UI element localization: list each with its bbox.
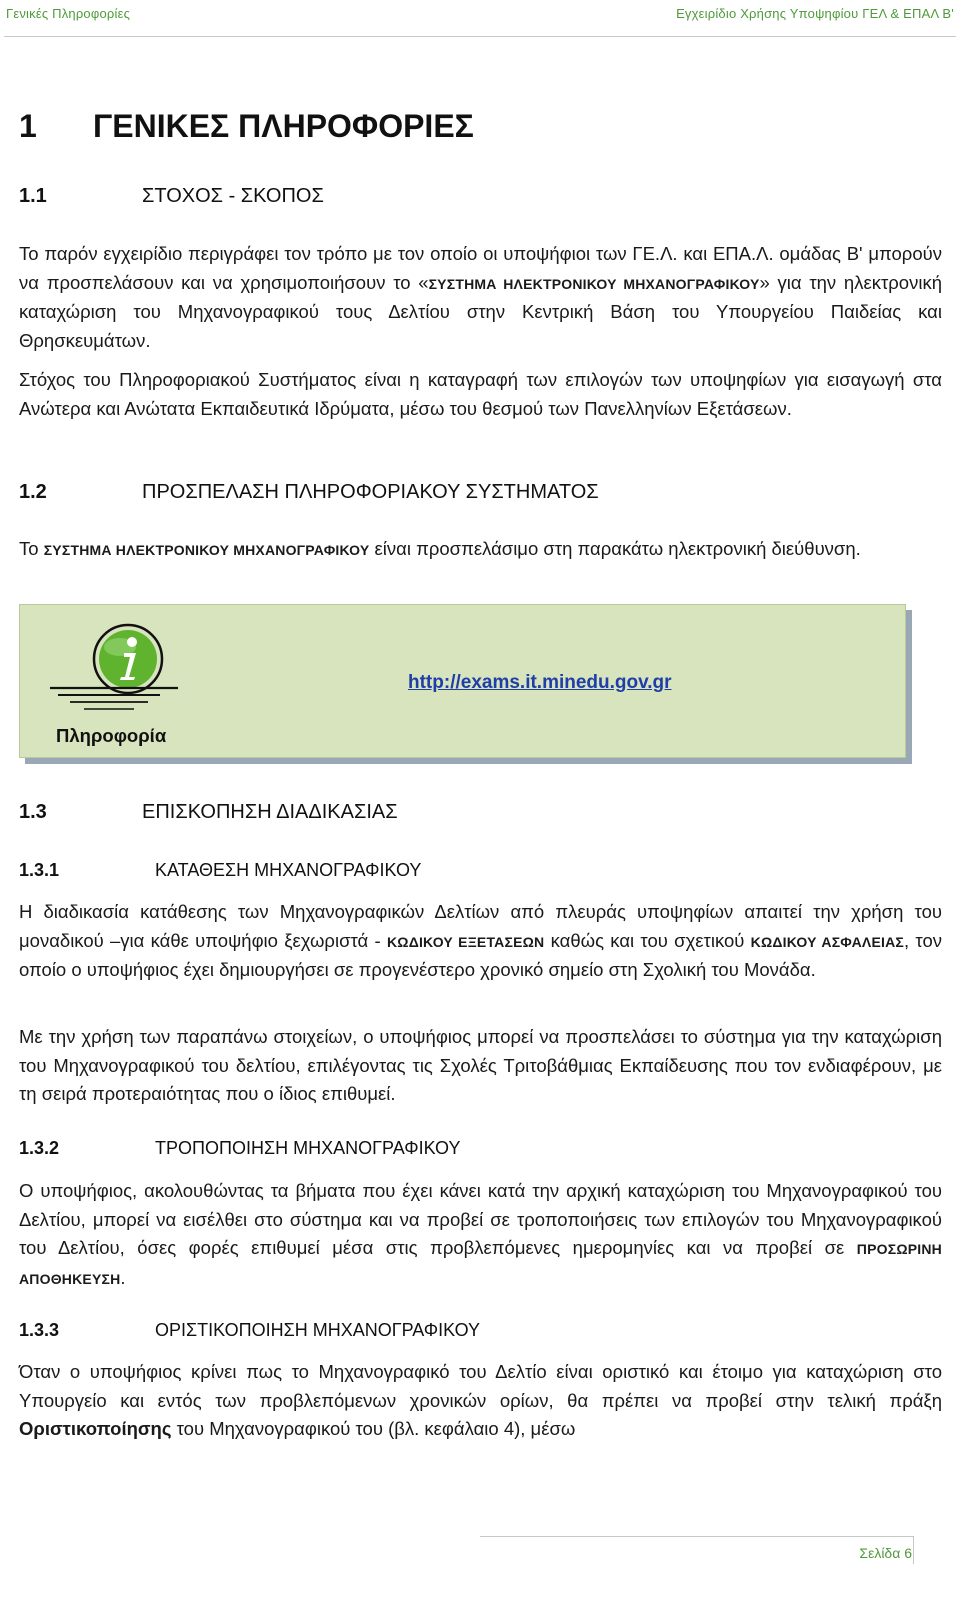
paragraph-access (19, 535, 942, 565)
paragraph-finalization (19, 1358, 942, 1444)
section-title: ΕΠΙΣΚΟΠΗΣΗ ΔΙΑΔΙΚΑΣΙΑΣ (142, 801, 398, 823)
section-title: ΣΤΟΧΟΣ - ΣΚΟΠΟΣ (142, 185, 324, 207)
page-header (0, 0, 960, 34)
header-rule (4, 36, 956, 37)
section-heading-1-3 (19, 801, 398, 824)
section-heading-1-2 (19, 481, 599, 504)
paragraph-modification (19, 1177, 942, 1293)
subsection-number: 1.3.1 (19, 860, 60, 880)
section-number: 1.3 (19, 801, 47, 823)
section-heading-1-1 (19, 185, 324, 208)
paragraph-goal: Στόχος του Πληροφοριακού Συστήματος είναι η καταγραφή των επιλογών των υποψηφίων για εισαγωγή στα Ανώτερα και Ανώτατα Εκπαιδευτικά Ιδρύματα, μέσω του θεσμού των Πανελληνίων Εξετάσεων. (19, 369, 942, 419)
chapter-number: 1 (19, 108, 37, 144)
chapter-title: ΓΕΝΙΚΕΣ ΠΛΗΡΟΦΟΡΙΕΣ (93, 108, 474, 144)
info-icon (48, 617, 178, 713)
section-number: 1.2 (19, 481, 47, 503)
text-run: . (120, 1266, 126, 1288)
text-run: Το παρόν εγχειρίδιο περιγράφει τον τρόπο με τον οποίο οι υποψήφιοι των ΓΕ.Λ. και ΕΠΑ.Λ. ομάδας Β' μπορούν να προσπελάσουν και να χρησιμοποιήσουν το « (19, 243, 942, 293)
subsection-heading-1-3-3 (19, 1320, 480, 1341)
subsection-heading-1-3-1 (19, 860, 421, 881)
paragraph-purpose (19, 240, 942, 355)
text-run: καθώς και του σχετικού (544, 929, 751, 951)
info-callout-box (19, 604, 906, 758)
subsection-number: 1.3.3 (19, 1320, 60, 1340)
system-url-link[interactable]: http://exams.it.minedu.gov.gr (408, 672, 672, 693)
header-document-title: Εγχειρίδιο Χρήσης Υποψηφίου ΓΕΛ & ΕΠΑΛ Β' (676, 6, 954, 21)
exam-code-term: ΚΩΔΙΚΟΥ ΕΞΕΤΑΣΕΩΝ (386, 933, 545, 950)
section-title: ΠΡΟΣΠΕΛΑΣΗ ΠΛΗΡΟΦΟΡΙΑΚΟΥ ΣΥΣΤΗΜΑΤΟΣ (142, 481, 599, 503)
subsection-title: ΚΑΤΑΘΕΣΗ ΜΗΧΑΝΟΓΡΑΦΙΚΟΥ (155, 860, 422, 880)
info-label: Πληροφορία (56, 725, 167, 746)
text-run: » για την ηλεκτρονική καταχώριση του Μηχανογραφικού τους Δελτίου στην Κεντρική Βάση του Υπουργείου Παιδείας και Θρησκευμάτων. (19, 271, 942, 351)
footer-divider (913, 1536, 914, 1564)
section-number: 1.1 (19, 185, 47, 207)
footer-rule (480, 1536, 914, 1537)
text-run: Όταν ο υποψήφιος κρίνει πως το Μηχανογραφικό του Δελτίο είναι οριστικό και έτοιμο για καταχώριση στο Υπουργείο και εντός των προβλεπόμενων χρονικών ορίων, θα πρέπει να προβεί στην τελική πράξη (19, 1361, 942, 1411)
page-number: Σελίδα 6 (859, 1545, 912, 1561)
text-run: Το (19, 538, 44, 559)
subsection-title: ΟΡΙΣΤΙΚΟΠΟΙΗΣΗ ΜΗΧΑΝΟΓΡΑΦΙΚΟΥ (155, 1320, 481, 1340)
subsection-title: ΤΡΟΠΟΠΟΙΗΣΗ ΜΗΧΑΝΟΓΡΑΦΙΚΟΥ (155, 1138, 461, 1158)
system-name: ΣΥΣΤΗΜΑ ΗΛΕΚΤΡΟΝΙΚΟΥ ΜΗΧΑΝΟΓΡΑΦΙΚΟΥ (43, 542, 370, 558)
text-run: Ο υποψήφιος, ακολουθώντας τα βήματα που έχει κάνει κατά την αρχική καταχώριση του Μηχανογραφικού του Δελτίου, μπορεί να εισέλθει στο σύστημα και να προβεί σε τροποποιήσεις των επιλογών του Μηχανογραφικού του Δελτίου, όσες φορές επιθυμεί μέσα στις προβλεπόμενες ημερομηνίες και να προβεί σε (19, 1180, 942, 1258)
system-name: ΣΥΣΤΗΜΑ ΗΛΕΚΤΡΟΝΙΚΟΥ ΜΗΧΑΝΟΓΡΑΦΙΚΟΥ (428, 275, 760, 292)
security-code-term: ΚΩΔΙΚΟΥ ΑΣΦΑΛΕΙΑΣ (750, 933, 904, 950)
header-section-title: Γενικές Πληροφορίες (6, 6, 131, 21)
paragraph-usage: Με την χρήση των παραπάνω στοιχείων, ο υποψήφιος μπορεί να προσπελάσει το σύστημα για την καταχώριση του Μηχανογραφικού του δελτίου, επιλέγοντας τις Σχολές Τριτοβάθμιας Εκπαίδευσης που τον ενδιαφέρουν, με τη σειρά προτεραιότητας που ο ίδιος επιθυμεί. (19, 1026, 942, 1104)
text-run: του Μηχανογραφικού του (βλ. κεφάλαιο 4), μέσω (171, 1418, 576, 1439)
paragraph-submission (19, 898, 942, 985)
text-run: , τον οποίο ο υποψήφιος έχει δημιουργήσει σε προγενέστερο χρονικό σημείο στη Σχολική του Μονάδα. (19, 929, 943, 980)
text-run: είναι προσπελάσιμο στη παρακάτω ηλεκτρονική διεύθυνση. (369, 538, 861, 559)
subsection-number: 1.3.2 (19, 1138, 60, 1158)
chapter-heading (19, 108, 474, 145)
subsection-heading-1-3-2 (19, 1138, 460, 1159)
temporary-save-term: ΠΡΟΣΩΡΙΝΗ ΑΠΟΘΗΚΕΥΣΗ (19, 1241, 942, 1287)
finalization-term: Οριστικοποίησης (19, 1418, 172, 1439)
text-run: Η διαδικασία κατάθεσης των Μηχανογραφικών Δελτίων από πλευράς υποψηφίων απαιτεί την χρήση του μοναδικού –για κάθε υποψήφιο ξεχωριστά - (19, 901, 942, 951)
